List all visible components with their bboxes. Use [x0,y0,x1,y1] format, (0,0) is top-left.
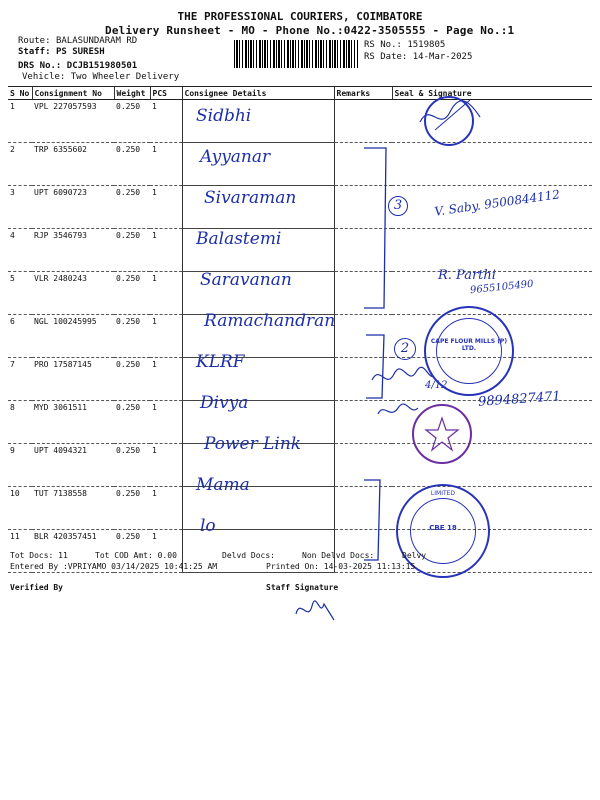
vehicle-line: Vehicle: Two Wheeler Delivery [22,72,180,82]
cell-sno: 3 [8,186,32,229]
cell-sno: 4 [8,229,32,272]
signature-row8-num: 4/12 [425,380,448,391]
staff-label: Staff: [18,47,51,57]
cell-weight: 0.250 [114,272,150,315]
circled-2: 2 [394,338,416,360]
cell-weight: 0.250 [114,143,150,186]
entered-by: Entered By :VPRIYAMO 03/14/2025 10:41:25 AM [10,562,218,571]
cbe-stamp-text: CBE 18 [429,524,457,532]
table-row [8,272,592,315]
cell-weight: 0.250 [114,186,150,229]
signature-row5-phone: 9655105490 [469,278,535,297]
cell-pcs: 1 [150,315,182,358]
cell-consignment: NGL 100245995 [32,315,114,358]
cape-flour-mills-text: CAPE FLOUR MILLS (P) LTD. [430,338,508,352]
col-consignee: Consignee Details [182,87,334,100]
non-delvd-docs: Non Delvd Docs: [302,551,375,560]
cell-pcs: 1 [150,530,182,573]
cell-weight: 0.250 [114,530,150,573]
cell-consignment: MYD 3061511 [32,401,114,444]
tot-cod-amt: Tot COD Amt: 0.00 [95,551,177,560]
cell-consignment: BLR 420357451 [32,530,114,573]
drs-label: DRS No.: [18,61,62,71]
handwritten-consignee-name: Sivaraman [204,188,297,208]
handwritten-consignee-name: KLRF [196,352,245,372]
staff-signature-label: Staff Signature [266,583,339,592]
rs-date: RS Date: 14-Mar-2025 [364,52,473,62]
company-title: THE PROFESSIONAL COURIERS, COIMBATORE [177,10,423,23]
drs-line [18,61,137,71]
verified-by: Verified By [10,583,63,592]
cell-consignment: VPL 227057593 [32,100,114,143]
cell-consignment: TUT 7138558 [32,487,114,530]
cape-flour-mills-stamp [424,306,514,396]
cell-sno: 8 [8,401,32,444]
cell-sno: 2 [8,143,32,186]
handwritten-consignee-name: Ayyanar [200,147,271,167]
handwritten-consignee-name: Saravanan [200,270,292,290]
col-consignment: Consignment No [32,87,114,100]
staff-value: PS SURESH [55,47,105,57]
handwritten-consignee-name: Mama [196,475,250,495]
drs-value: DCJB151980501 [66,61,138,71]
cell-pcs: 1 [150,444,182,487]
circled-3: 3 [388,196,408,216]
table-row [8,100,592,143]
cell-sno: 1 [8,100,32,143]
cell-pcs: 1 [150,272,182,315]
signature-row8-phone: 9894827471 [477,389,562,410]
cell-sno: 5 [8,272,32,315]
cell-consignment: PRO 17587145 [32,358,114,401]
route-label: Route: [18,36,51,46]
star-icon [414,406,470,462]
runsheet-title: Delivery Runsheet - MO - Phone No.:0422-3505555 - Page No.:1 [105,24,515,37]
cell-weight: 0.250 [114,229,150,272]
round-stamp-row1 [424,96,474,146]
delvd-docs: Delvd Docs: [222,551,275,560]
cell-weight: 0.250 [114,100,150,143]
cell-weight: 0.250 [114,358,150,401]
cell-sno: 7 [8,358,32,401]
cell-consignment: UPT 4094321 [32,444,114,487]
cell-sno: 10 [8,487,32,530]
cell-sno: 6 [8,315,32,358]
cell-consignment: VLR 2480243 [32,272,114,315]
barcode [234,40,358,68]
cell-pcs: 1 [150,100,182,143]
cell-pcs: 1 [150,229,182,272]
cell-weight: 0.250 [114,315,150,358]
staff-signature-scribble [290,594,340,626]
signature-row5-name: R. Parthi [438,268,496,283]
tot-docs: Tot Docs: 11 [10,551,68,560]
cell-pcs: 1 [150,401,182,444]
col-pcs: PCS [150,87,182,100]
table-row [8,487,592,530]
cell-sno: 11 [8,530,32,573]
table-row [8,229,592,272]
handwritten-consignee-name: Sidbhi [196,106,252,126]
limited-stamp-text: LIMITED [430,490,456,497]
cell-weight: 0.250 [114,401,150,444]
bracket-top [364,148,386,308]
cell-consignment: UPT 6090723 [32,186,114,229]
handwritten-consignee-name: Divya [200,393,249,413]
cell-weight: 0.250 [114,487,150,530]
bracket-bottom [364,480,380,560]
cell-pcs: 1 [150,358,182,401]
cell-seal-signature [392,229,592,272]
table-header-row [8,87,592,100]
route-value: BALASUNDARAM RD [55,36,138,46]
handwritten-consignee-name: Balastemi [196,229,282,249]
route-line [18,36,137,46]
signature-row3: V. Saby. 9500844112 [433,187,561,219]
handwritten-consignee-name: Ramachandran [204,311,336,331]
cell-pcs: 1 [150,487,182,530]
delvy-label: Delvy [402,551,427,560]
purple-seal-stamp [412,404,472,464]
cell-weight: 0.250 [114,444,150,487]
col-remarks: Remarks [334,87,392,100]
cell-seal-signature [392,143,592,186]
rs-number: RS No.: 1519805 [364,40,446,50]
printed-on: Printed On: 14-03-2025 11:13:15 [266,562,416,571]
cell-sno: 9 [8,444,32,487]
col-weight: Weight [114,87,150,100]
col-seal-signature: Seal & Signature [392,87,592,100]
handwritten-consignee-name: Power Link [204,434,302,454]
handwritten-consignee-name: lo [200,516,216,536]
col-sno: S No [8,87,32,100]
cell-consignment: RJP 3546793 [32,229,114,272]
cell-pcs: 1 [150,143,182,186]
cell-consignment: TRP 6355602 [32,143,114,186]
cell-remarks [334,100,392,143]
table-row [8,143,592,186]
cell-pcs: 1 [150,186,182,229]
staff-line [18,47,105,57]
